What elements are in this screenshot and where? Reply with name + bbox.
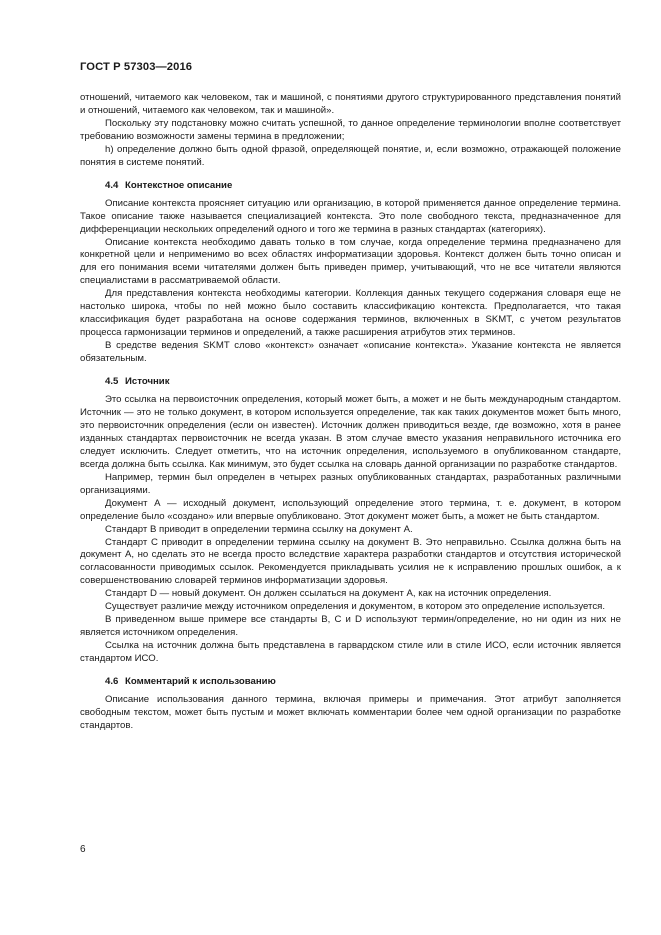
paragraph: Существует различие между источником определения и документом, в котором это определение используется. <box>105 601 605 613</box>
paragraph: Это ссылка на первоисточник определения, который может быть, а может и не быть международным стандартом. Источник — это не только документ, в котором используется определение, так как таких документов может быть много, это первоисточник определения (если он известен). Источник должен приводиться везде, где возможно, хотя в ранее изданных стандартах первоисточник не всегда указан. В этом случае вместо указания неправильного источника его следует исключить. Следует отметить, что на источник определения, используемого в опубликованном стандарте, всегда должна быть ссылка. Как минимум, это будет ссылка на словарь данной организации по разработке стандартов. <box>80 394 621 470</box>
paragraph: Описание контекста проясняет ситуацию или организацию, в которой применяется данное определение термина. Такое описание также называется специализацией контекста. Это поле свободного текста, предназначенное для дифференциации нескольких определений одного и того же термина в разных стандартах (категориях). <box>80 197 621 235</box>
paragraph: В средстве ведения SKMT слово «контекст» означает «описание контекста». Указание контекста не является обязательным. <box>80 340 621 365</box>
section-number: 4.5 <box>105 376 119 388</box>
paragraph: Для представления контекста необходимы категории. Коллекция данных текущего содержания словаря еще не настолько широка, чтобы по ней можно было составить классификацию контекста. Предполагается, что такая классификация будет разработана на основе содержания терминов, включенных в SKMT, с учетом результатов процесса гармонизации терминов и определений, а также расширения атрибутов этих терминов. <box>80 288 621 339</box>
paragraph: Например, термин был определен в четырех разных опубликованных стандартах, разработанных различными организациями. <box>80 471 621 496</box>
section-heading-4-4 <box>80 180 621 193</box>
standard-designation: ГОСТ Р 57303—2016 <box>80 61 193 73</box>
paragraph: Поскольку эту подстановку можно считать успешной, то данное определение терминологии вполне соответствует требованию возможности замены термина в предложении; <box>80 117 621 142</box>
document-body <box>80 92 621 733</box>
paragraph: Стандарт D — новый документ. Он должен ссылаться на документ А, как на источник определения. <box>105 588 552 600</box>
paragraph: Ссылка на источник должна быть представлена в гарвардском стиле или в стиле ИСО, если источник является стандартом ИСО. <box>80 640 621 665</box>
section-heading-4-5 <box>80 376 621 389</box>
section-title: Источник <box>125 376 170 388</box>
paragraph: В приведенном выше примере все стандарты B, C и D используют термин/определение, но ни один из них не является источником определения. <box>80 614 621 639</box>
section-title: Комментарий к использованию <box>125 676 276 688</box>
paragraph: Документ А — исходный документ, использующий определение этого термина, т. е. документ, в котором определение было «создано» или впервые опубликовано. Этот документ может быть, а может не быть стандартом. <box>80 497 621 522</box>
section-number: 4.6 <box>105 676 119 688</box>
page-number: 6 <box>80 844 86 855</box>
paragraph: Стандарт B приводит в определении термина ссылку на документ А. <box>105 523 413 535</box>
paragraph: Описание контекста необходимо давать только в том случае, когда определение термина предназначено для конкретной цели и неприменимо во всех областях информатизации здоровья. Контекст должен быть точно описан и для его понимания всеми читателями должен быть приведен пример, учитывающий, что не все читатели являются специалистами в рассматриваемой области. <box>80 236 621 287</box>
paragraph: отношений, читаемого как человеком, так и машиной, с понятиями другого структурированного представления понятий и отношений, читаемого как человеком, так и машиной». <box>80 92 621 116</box>
section-heading-4-6 <box>80 676 621 689</box>
list-item-h: h) определение должно быть одной фразой, определяющей понятие, и, если возможно, отражающей положение понятия в системе понятий. <box>80 143 621 168</box>
section-number: 4.4 <box>105 179 119 191</box>
paragraph: Описание использования данного термина, включая примеры и примечания. Этот атрибут заполняется свободным текстом, может быть пустым и может включать комментарии более чем одной организации по разработке стандартов. <box>80 693 621 731</box>
section-title: Контекстное описание <box>125 179 233 191</box>
paragraph: Стандарт C приводит в определении термина ссылку на документ B. Это неправильно. Ссылка должна быть на документ А, но сделать это не всегда просто вследствие характера разработки стандартов и отсутствия исторической согласованности приводимых ссылок. Рекомендуется прикладывать усилия не к исправлению прошлых ошибок, а к совершенствованию словарей терминов информатизации здоровья. <box>80 536 621 587</box>
